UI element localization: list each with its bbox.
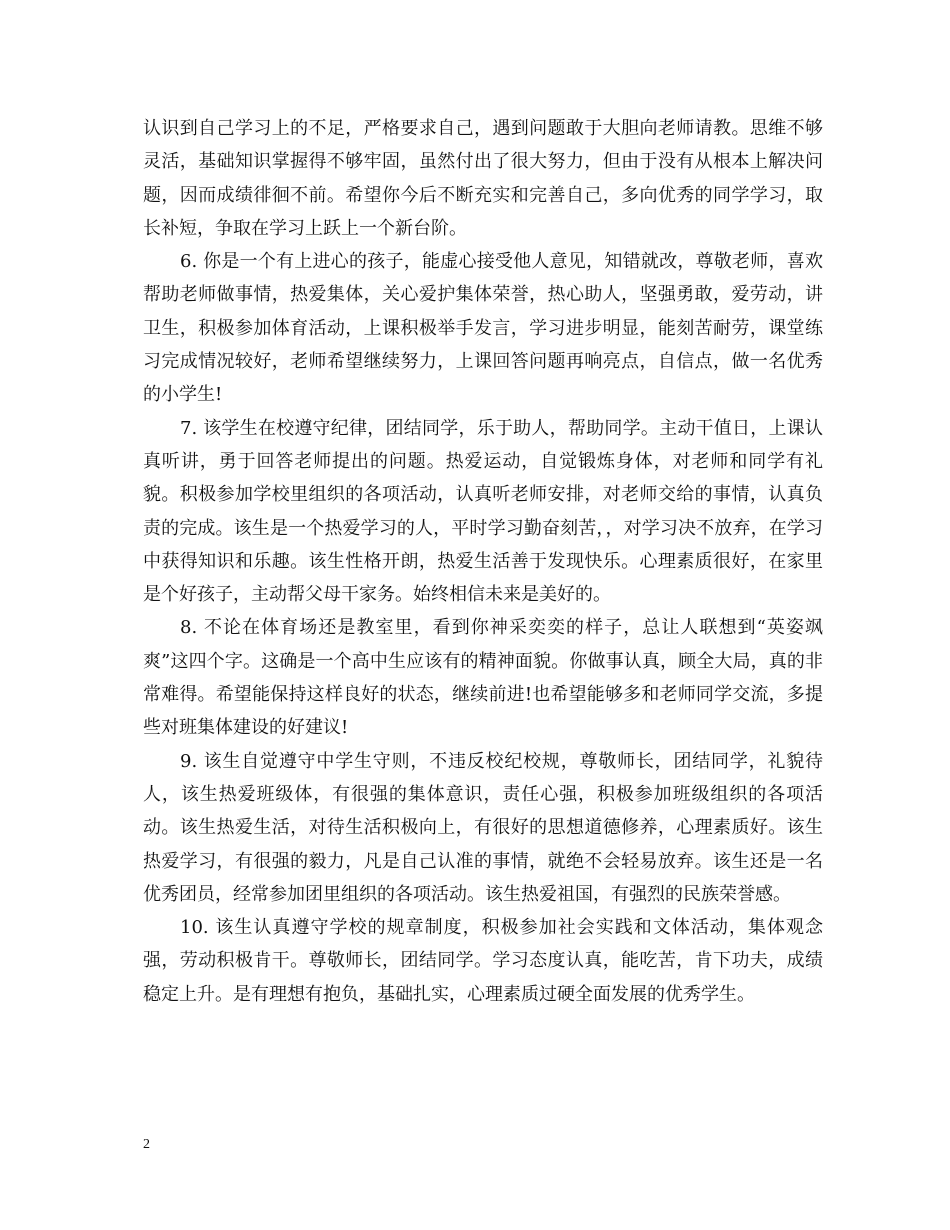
paragraph-item-10: 10. 该生认真遵守学校的规章制度，积极参加社会实践和文体活动，集体观念强，劳动积极肯干。尊敬师长，团结同学。学习态度认真，能吃苦，肯下功夫，成绩稳定上升。是有理想有抱负，基础扎实，心理素质过硬全面发展的优秀学生。: [143, 917, 823, 1005]
paragraph-item-7: 7. 该学生在校遵守纪律，团结同学，乐于助人，帮助同学。主动干值日，上课认真听讲，勇于回答老师提出的问题。热爱运动，自觉锻炼身体，对老师和同学有礼貌。积极参加学校里组织的各项活动，认真听老师安排，对老师交给的事情，认真负责的完成。该生是一个热爱学习的人，平时学习勤奋刻苦，，对学习决不放弃，在学习中获得知识和乐趣。该生性格开朗，热爱生活善于发现快乐。心理素质很好，在家里是个好孩子，主动帮父母干家务。始终相信未来是美好的。: [143, 417, 823, 606]
paragraph-item-9: 9. 该生自觉遵守中学生守则，不违反校纪校规，尊敬师长，团结同学，礼貌待人，该生热爱班级体，有很强的集体意识，责任心强，积极参加班级组织的各项活动。该生热爱生活，对待生活积极向上，有很好的思想道德修养，心理素质好。该生热爱学习，有很强的毅力，凡是自己认准的事情，就绝不会轻易放弃。该生还是一名优秀团员，经常参加团里组织的各项活动。该生热爱祖国，有强烈的民族荣誉感。: [143, 750, 823, 905]
page-number: 2: [143, 1137, 150, 1152]
paragraph-continuation: 认识到自己学习上的不足，严格要求自己，遇到问题敢于大胆向老师请教。思维不够灵活，基础知识掌握得不够牢固，虽然付出了很大努力，但由于没有从根本上解决问题，因而成绩徘徊不前。希望你今后不断充实和完善自己，多向优秀的同学学习，取长补短，争取在学习上跃上一个新台阶。: [143, 118, 823, 239]
paragraph-item-8: 8. 不论在体育场还是教室里，看到你神采奕奕的样子，总让人联想到“英姿飒爽”这四个字。这确是一个高中生应该有的精神面貌。你做事认真，顾全大局，真的非常难得。希望能保持这样良好的状态，继续前进!也希望能够多和老师同学交流，多提些对班集体建设的好建议!: [143, 617, 823, 739]
paragraph-item-6: 6. 你是一个有上进心的孩子，能虚心接受他人意见，知错就改，尊敬老师，喜欢帮助老师做事情，热爱集体，关心爱护集体荣誉，热心助人，坚强勇敢，爱劳动，讲卫生，积极参加体育活动，上课积极举手发言，学习进步明显，能刻苦耐劳，课堂练习完成情况较好，老师希望继续努力，上课回答问题再响亮点，自信点，做一名优秀的小学生!: [143, 251, 823, 406]
document-body: [143, 112, 823, 1011]
